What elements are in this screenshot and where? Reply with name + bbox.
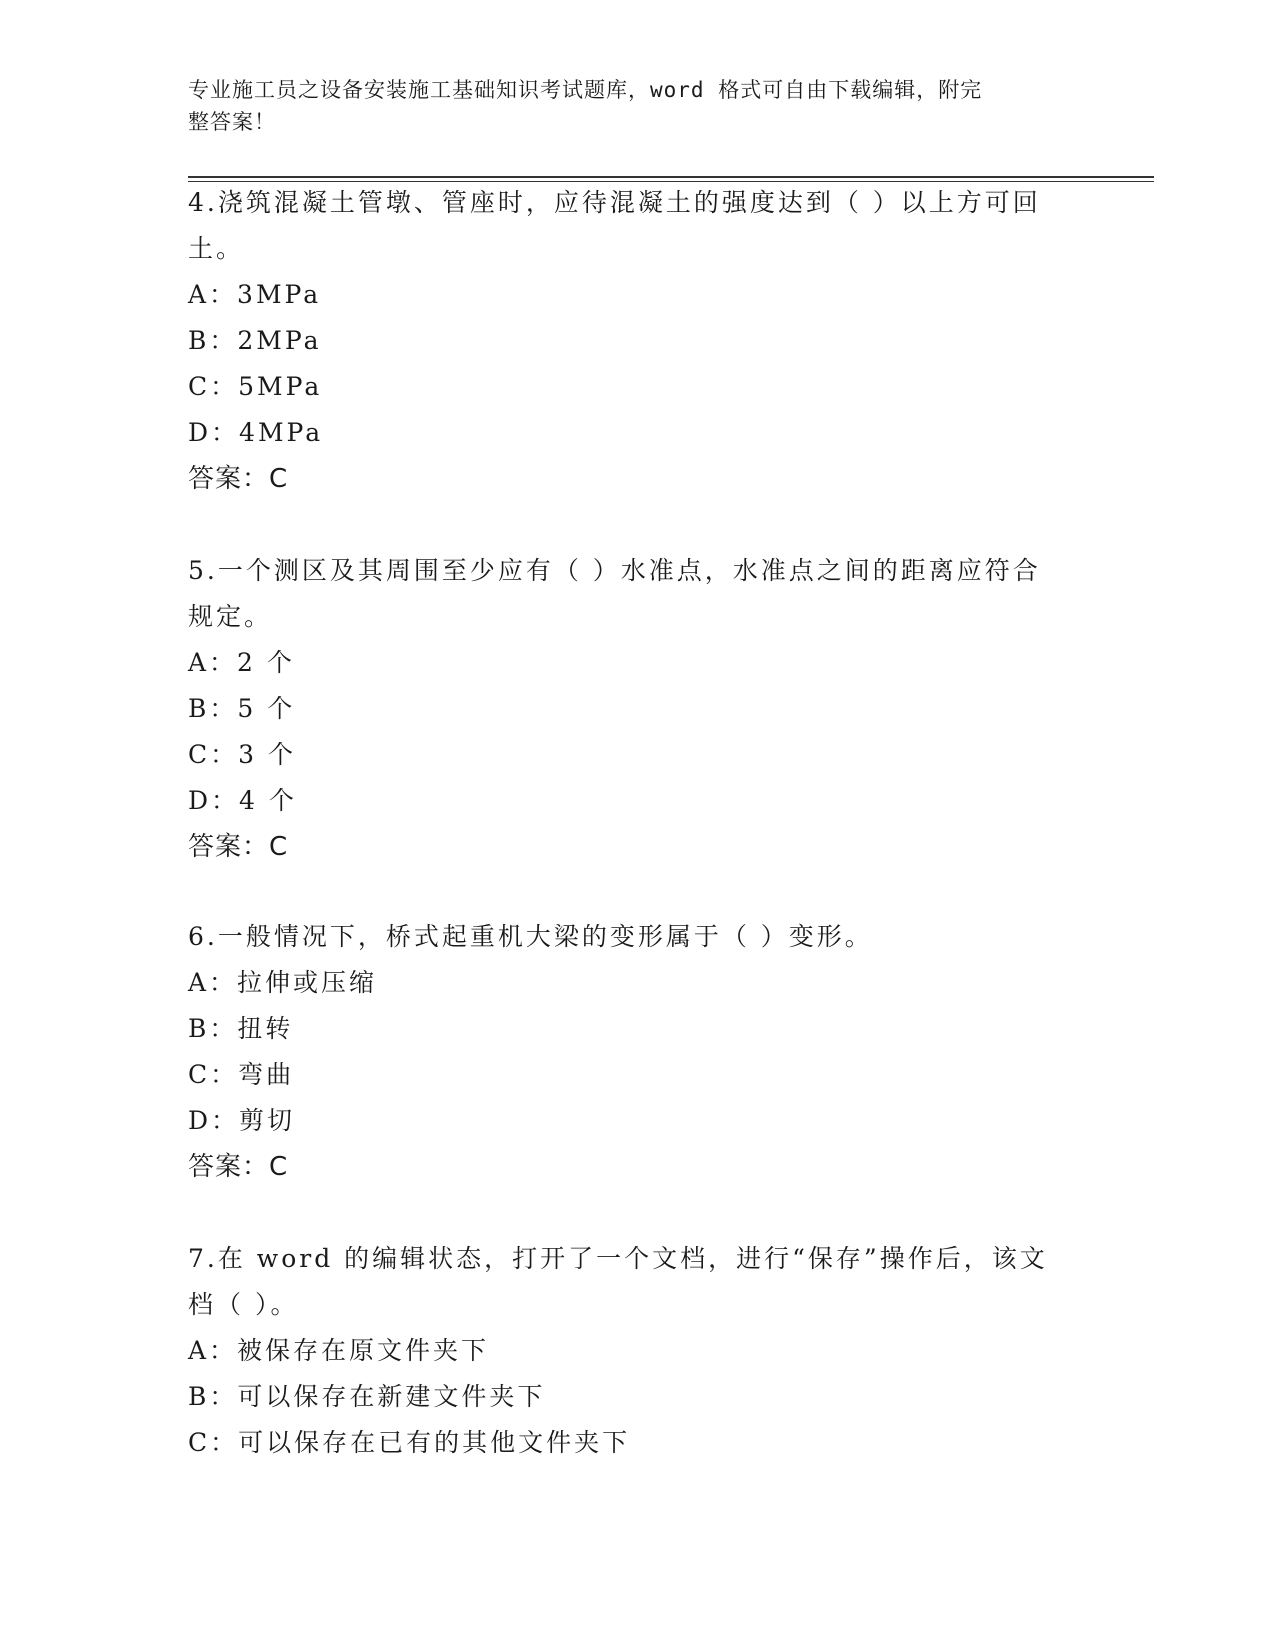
header-divider-thick [188, 176, 1154, 178]
answer: 答案：C [188, 832, 289, 862]
option-b: B：2MPa [188, 326, 322, 355]
question-4 [188, 180, 1088, 502]
document-header [188, 74, 1068, 138]
answer: 答案：C [188, 464, 289, 494]
option-a: A：2 个 [188, 648, 295, 677]
question-text-line-1: 6.一般情况下，桥式起重机大梁的变形属于（ ）变形。 [188, 922, 873, 951]
question-6 [188, 914, 1088, 1190]
option-a: A：被保存在原文件夹下 [188, 1336, 490, 1365]
option-a: A：拉伸或压缩 [188, 968, 378, 997]
option-a: A：3MPa [188, 280, 322, 309]
option-b: B：5 个 [188, 694, 296, 723]
option-b: B：可以保存在新建文件夹下 [188, 1382, 546, 1411]
header-line-1: 专业施工员之设备安装施工基础知识考试题库，word 格式可自由下载编辑，附完 [188, 78, 983, 102]
question-7 [188, 1236, 1088, 1466]
question-text-line-2: 土。 [188, 234, 245, 263]
question-text-line-1: 4.浇筑混凝土管墩、管座时，应待混凝土的强度达到（ ）以上方可回 [188, 188, 1041, 217]
question-text-line-1: 7.在 word 的编辑状态，打开了一个文档，进行“保存”操作后，该文 [188, 1244, 1048, 1273]
option-d: D：剪切 [188, 1106, 296, 1135]
option-c: C：弯曲 [188, 1060, 295, 1089]
option-d: D：4MPa [188, 418, 324, 447]
question-text-line-2: 规定。 [188, 602, 273, 631]
question-text-line-2: 档（ ）。 [188, 1290, 299, 1319]
option-c: C：可以保存在已有的其他文件夹下 [188, 1428, 631, 1457]
answer: 答案：C [188, 1152, 289, 1182]
option-c: C：3 个 [188, 740, 296, 769]
header-line-2: 整答案！ [188, 110, 276, 134]
question-5 [188, 548, 1088, 870]
option-b: B：扭转 [188, 1014, 294, 1043]
option-c: C：5MPa [188, 372, 323, 401]
question-text-line-1: 5.一个测区及其周围至少应有（ ）水准点，水准点之间的距离应符合 [188, 556, 1041, 585]
option-d: D：4 个 [188, 786, 297, 815]
